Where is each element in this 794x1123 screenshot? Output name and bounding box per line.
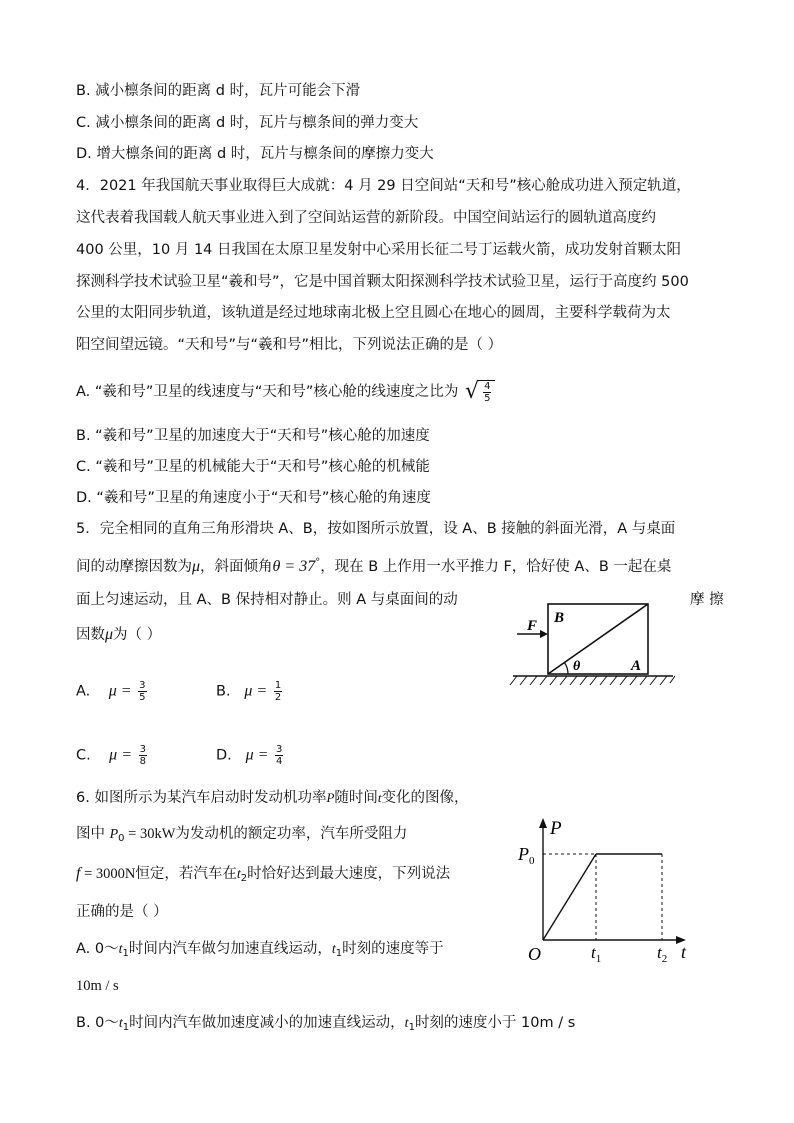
fraction-numerator: 3 bbox=[139, 744, 146, 755]
q5-stem-line-1: 5．完全相同的直角三角形滑块 A、B，按如图所示放置，设 A、B 接触的斜面光滑，A 与桌面 bbox=[76, 521, 676, 537]
q3-option-b: B. 减小檩条间的距离 d 时，瓦片可能会下滑 bbox=[76, 83, 361, 99]
q6-option-text: A. 0～ bbox=[76, 941, 119, 957]
sqrt-numerator: 4 bbox=[484, 381, 491, 392]
angle-arc bbox=[564, 663, 568, 675]
t1-symbol: t bbox=[591, 943, 596, 962]
q6-option-text: 时间内汽车做加速度减小的加速直线运动， bbox=[129, 1015, 405, 1031]
fraction-numerator: 3 bbox=[139, 680, 146, 691]
degree-symbol: ° bbox=[315, 557, 321, 568]
q6-option-text: B. 0～ bbox=[76, 1015, 119, 1031]
q6-stem-line-4: 正确的是（ ） bbox=[76, 904, 168, 920]
time-symbol: t bbox=[377, 790, 382, 805]
force-arrow-head bbox=[540, 630, 548, 638]
q6-option-text: 时间内汽车做匀加速直线运动， bbox=[128, 941, 332, 957]
q5-option-c bbox=[76, 744, 149, 767]
q5-stem-line-4 bbox=[76, 625, 161, 645]
mu-symbol: μ bbox=[192, 557, 201, 575]
q5-option-d bbox=[216, 744, 285, 767]
p0-symbol: P bbox=[518, 844, 529, 864]
fraction-denominator: 2 bbox=[274, 692, 282, 703]
sqrt-expression: √ $\frac{4}{5}$ bbox=[465, 380, 495, 404]
q4-stem-line-2: 这代表着我国载人航天事业进入到了空间站运营的新阶段。中国空间站运行的圆轨道高度约 bbox=[76, 210, 656, 226]
q4-stem-line-4: 探测科学技术试验卫星“羲和号”，它是中国首颗太阳探测科学技术试验卫星，运行于高度约 500 bbox=[76, 274, 689, 290]
fraction-denominator: 5 bbox=[139, 692, 146, 703]
option-label: A. bbox=[76, 683, 91, 700]
q6-stem-text: 图中 bbox=[76, 826, 105, 842]
q5-stem-text: 为（ ） bbox=[113, 627, 162, 643]
q4-option-a-text: A. “羲和号”卫星的线速度与“天和号”核心舱的线速度之比为 bbox=[76, 384, 459, 400]
mu-equation: μ = bbox=[109, 746, 132, 764]
resistance-symbol: f bbox=[76, 865, 81, 882]
subscript: 1 bbox=[122, 948, 129, 959]
mu-equation: μ = bbox=[244, 682, 268, 700]
fraction-denominator: 4 bbox=[276, 756, 283, 767]
q6-stem-text: 恒定，若汽车在 bbox=[135, 866, 237, 882]
t1-label bbox=[591, 943, 601, 964]
q3-option-c: C. 减小檩条间的距离 d 时，瓦片与檩条间的弹力变大 bbox=[76, 115, 419, 131]
power-rise-line bbox=[543, 854, 596, 940]
q4-stem-line-6: 阳空间望远镜。“天和号”与“羲和号”相比，下列说法正确的是（ ） bbox=[76, 337, 503, 353]
q6-option-a-line-2: 10m / s bbox=[76, 978, 119, 994]
q5-option-b bbox=[216, 680, 284, 703]
t1-subscript: 1 bbox=[595, 953, 602, 964]
q5-stem-line-3: 面上匀速运动，且 A、B 保持相对静止。则 A 与桌面间的动 bbox=[76, 592, 458, 608]
q5-block-figure bbox=[505, 598, 675, 690]
time-symbol: t bbox=[331, 942, 336, 957]
ground-hatching bbox=[510, 676, 675, 685]
theta-equation: θ = 37 bbox=[272, 557, 316, 575]
q6-option-b bbox=[76, 1013, 575, 1038]
x-axis-label: t bbox=[681, 942, 687, 962]
q5-stem-text: ，斜面倾角 bbox=[200, 558, 273, 575]
q5-stem-text: 间的动摩擦因数为 bbox=[76, 558, 192, 575]
q6-stem-text: 变化的图像， bbox=[381, 790, 469, 806]
mu-equation: μ = bbox=[245, 746, 269, 764]
time-symbol: t bbox=[118, 1016, 123, 1031]
y-axis-label: P bbox=[550, 818, 562, 839]
sqrt-denominator: 5 bbox=[484, 393, 491, 404]
mu-equation: μ = bbox=[108, 682, 132, 700]
q6-option-text: 时刻的速度等于 bbox=[342, 941, 444, 957]
p0-label bbox=[517, 844, 535, 867]
q6-stem-line-2 bbox=[76, 824, 407, 849]
q4-stem-line-5: 公里的太阳同步轨道，该轨道是经过地球南北极上空且圆心在地心的圆周，主要科学载荷为太 bbox=[76, 305, 671, 321]
origin-label: O bbox=[528, 944, 541, 964]
q3-option-d: D. 增大檩条间的距离 d 时，瓦片与檩条间的摩擦力变大 bbox=[76, 146, 434, 162]
t2-subscript: 2 bbox=[661, 953, 668, 964]
power-symbol: P bbox=[326, 790, 335, 805]
q6-option-a-line-1 bbox=[76, 939, 444, 964]
subscript: 1 bbox=[335, 948, 343, 959]
subscript: 2 bbox=[240, 873, 248, 884]
q5-stem-text: 因数 bbox=[76, 627, 105, 643]
q6-stem-text: 随时间 bbox=[334, 790, 378, 806]
t2-symbol: t bbox=[657, 943, 662, 962]
fraction-numerator: 3 bbox=[276, 744, 283, 755]
rated-power-value: = 30kW bbox=[124, 826, 176, 842]
block-b-label: B bbox=[554, 610, 565, 626]
option-label: C. bbox=[76, 747, 91, 764]
resistance-value: = 3000N bbox=[80, 866, 136, 882]
q6-stem-line-1 bbox=[76, 788, 469, 808]
q4-option-d: D. “羲和号”卫星的角速度小于“天和号”核心舱的角速度 bbox=[76, 490, 431, 506]
q6-stem-text: 时恰好达到最大速度，下列说法 bbox=[247, 866, 451, 882]
y-axis-arrow bbox=[539, 818, 547, 828]
q5-option-a bbox=[76, 680, 149, 703]
t2-label bbox=[657, 943, 667, 964]
rated-power-symbol: P bbox=[109, 827, 119, 842]
option-label: B. bbox=[216, 683, 231, 700]
q5-stem-line-3-tail: 摩 擦 bbox=[690, 592, 724, 608]
q4-stem-line-1: 4．2021 年我国航天事业取得巨大成就：4 月 29 日空间站“天和号”核心舱成功进入预定轨道， bbox=[76, 178, 691, 194]
option-label: D. bbox=[216, 747, 232, 764]
fraction-denominator: 8 bbox=[139, 756, 146, 767]
q5-stem-text: ，现在 B 上作用一水平推力 F，恰好使 A、B 一起在桌 bbox=[320, 558, 672, 575]
force-label: F bbox=[527, 618, 538, 634]
fraction-numerator: 1 bbox=[274, 680, 282, 691]
q4-option-c: C. “羲和号”卫星的机械能大于“天和号”核心舱的机械能 bbox=[76, 459, 430, 475]
block-a-label: A bbox=[631, 658, 642, 674]
subscript: 0 bbox=[118, 833, 125, 844]
time-symbol: t bbox=[404, 1016, 409, 1031]
p0-subscript: 0 bbox=[529, 855, 535, 867]
theta-label: θ bbox=[573, 659, 581, 674]
q5-stem-line-2 bbox=[76, 553, 671, 577]
mu-symbol: μ bbox=[105, 626, 114, 643]
subscript: 1 bbox=[408, 1022, 415, 1033]
time-symbol: t bbox=[118, 942, 123, 957]
power-time-graph bbox=[510, 812, 700, 964]
time-symbol: t bbox=[236, 867, 241, 882]
q4-option-b: B. “羲和号”卫星的加速度大于“天和号”核心舱的加速度 bbox=[76, 428, 430, 444]
q6-option-text: 时刻的速度小于 10m / s bbox=[414, 1015, 576, 1031]
subscript: 1 bbox=[122, 1022, 130, 1033]
q4-stem-line-3: 400 公里，10 月 14 日我国在太原卫星发射中心采用长征二号丁运载火箭，成功发射首颗太阳 bbox=[76, 242, 682, 258]
q4-option-a bbox=[76, 380, 495, 404]
q6-stem-line-3 bbox=[76, 864, 450, 889]
q6-stem-text: 为发动机的额定功率，汽车所受阻力 bbox=[175, 826, 408, 842]
q6-stem-text: 6. 如图所示为某汽车启动时发动机功率 bbox=[76, 790, 327, 806]
